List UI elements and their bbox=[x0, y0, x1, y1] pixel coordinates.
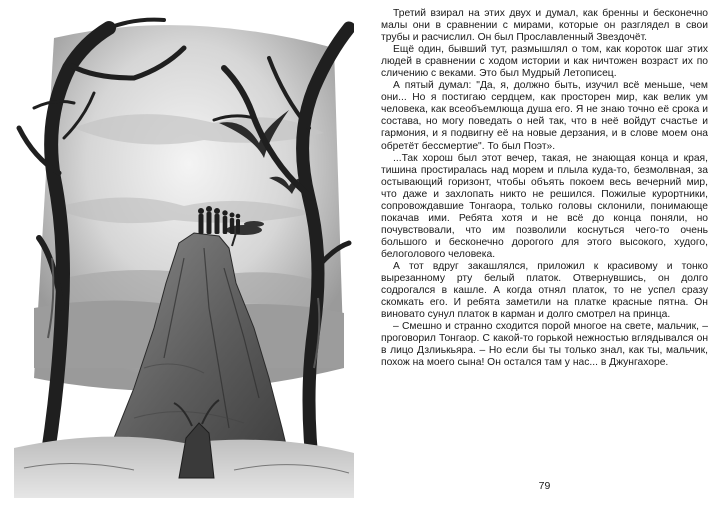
paragraph-evening: ...Так хорош был этот вечер, такая, не знающая конца и края, тишина простиралась над морем и плыла куда-то, безмолвная, за остывающий горизонт, чтобы объять покоем весь вечерний мир, что даже и захлопать никто не решился. Пожилые курортники, сопровождавшие Тонгаора, только головы склонили, понимающе покачав ими. Ребята хотя и не всё до конца поняли, но почувствовали, что им позволили коснуться чего-то очень большого и бесконечно дорогого для этого высокого, худого, белоголового человека. bbox=[381, 152, 708, 260]
paragraph-cough: А тот вдруг закашлялся, приложил к красивому и тонко вырезанному рту белый платок. Отвернувшись, он долго содрогался в кашле. А когда отнял платок, то не успел сразу скомкать его. И ребята заметили на платке красные пятна. Он виновато сунул платок в карман и долго смотрел на принца. bbox=[381, 260, 708, 321]
text-column bbox=[381, 8, 708, 369]
paragraph-chronicler: Ещё один, бывший тут, размышлял о том, как короток шаг этих людей в сравнении с ходом истории и как ничтожен возраст их по сличению с веками. Это был Мудрый Летописец. bbox=[381, 44, 708, 80]
paragraph-tongaor-speech: – Смешно и странно сходится порой многое на свете, мальчик, – проговорил Тонгаор. С какой-то горькой нежностью вглядывался он в лицо Дзлиькьяра. – Но если бы ты только знал, как ты, мальчик, похож на моего сына! Он остался там у нас... в Джунгахоре. bbox=[381, 321, 708, 369]
page-number: 79 bbox=[538, 480, 551, 492]
illustration-drawing bbox=[14, 8, 354, 498]
illustration-trees-cliff-people-birds bbox=[14, 8, 354, 498]
paragraph-astronomer: Третий взирал на этих двух и думал, как бренны и бесконечно малы они в сравнении с мирами, которые он разглядел в свои трубы и расчислил. Он был Прославленный Звездочёт. bbox=[381, 8, 708, 44]
paragraph-poet: А пятый думал: "Да, я, должно быть, изучил всё меньше, чем они... Но я постигаю сердцем, как просторен мир, как велик ум человека, как всеобъемлюща душа его. Я не знаю точно её срока и состава, но могу поведать о ней так, что в неё войдут счастье и гармония, и я подвигну её на новые дерзания, и в слове моем она обретёт бессмертие". То был Поэт». bbox=[381, 80, 708, 152]
